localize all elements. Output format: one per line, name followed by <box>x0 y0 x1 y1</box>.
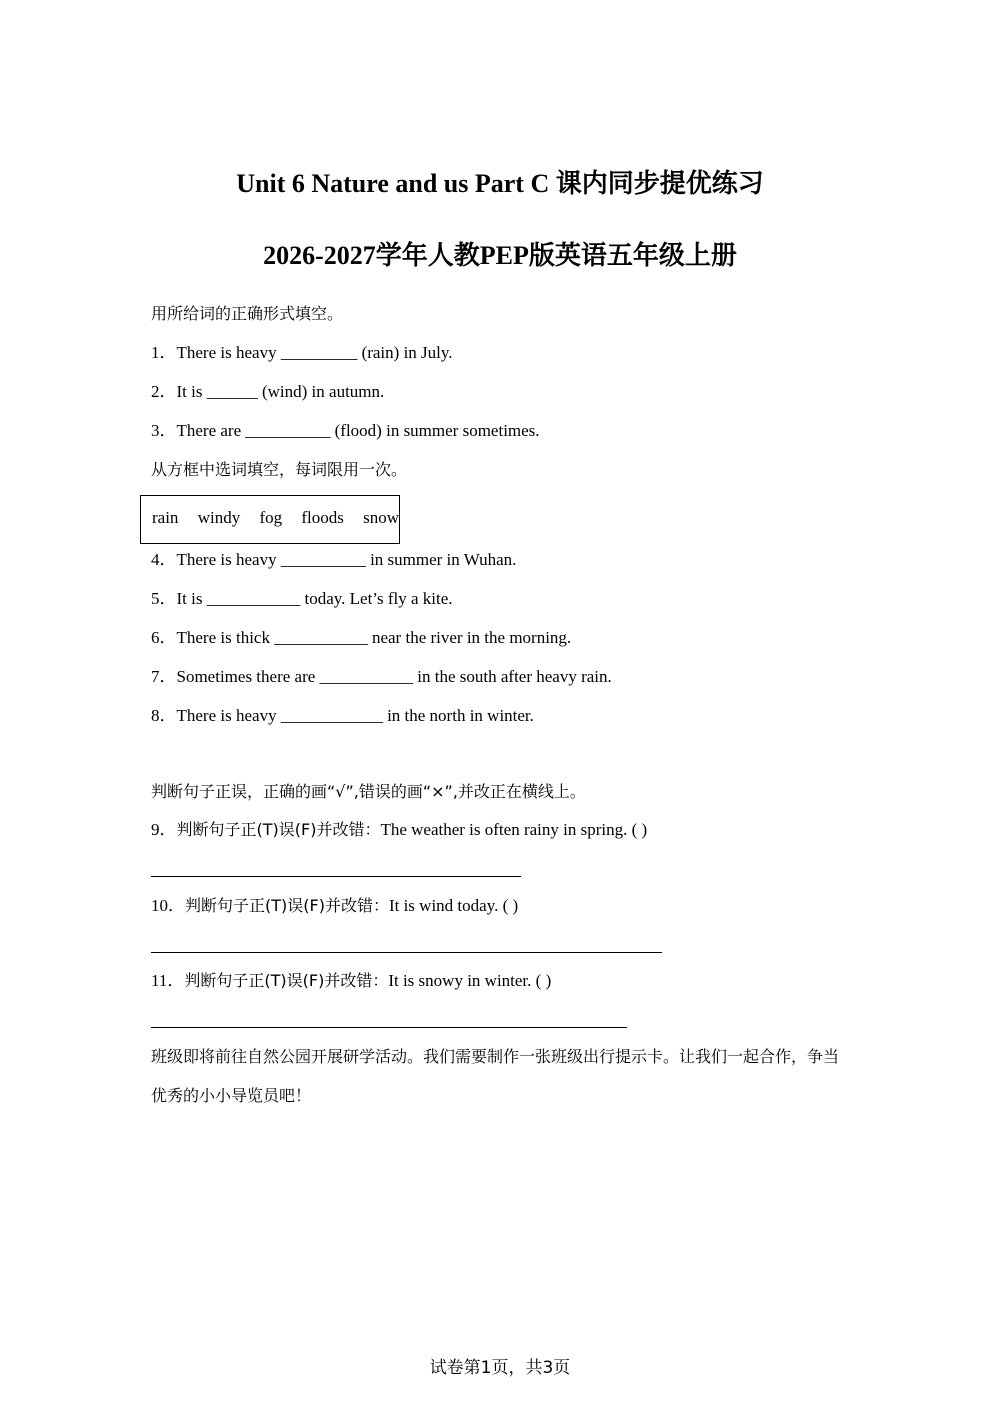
question-text: The weather is often rainy in spring. ( ) <box>380 820 648 839</box>
question-number: 8． <box>151 706 177 725</box>
question-text: It is snowy in winter. ( ) <box>388 971 552 990</box>
question-11 <box>151 969 551 993</box>
activity-paragraph: 班级即将前往自然公园开展研学活动。我们需要制作一张班级出行提示卡。让我们一起合作，争当优秀的小小导览员吧！ <box>151 1047 840 1105</box>
question-text: There is heavy ____________ in the north in winter. <box>176 706 534 725</box>
question-prefix: 判断句子正(T)误(F)并改错： <box>176 820 381 839</box>
question-1 <box>151 341 453 365</box>
question-text: There is thick ___________ near the river in the morning. <box>176 628 572 647</box>
page-footer: 试卷第1页，共3页 <box>429 1358 571 1378</box>
section1-instruction: 用所给词的正确形式填空。 <box>151 304 344 323</box>
question-6 <box>151 626 571 650</box>
question-text: It is wind today. ( ) <box>388 896 519 915</box>
question-5 <box>151 587 453 611</box>
question-text: It is ___________ today. Let’s fly a kite. <box>176 589 453 608</box>
question-3 <box>151 419 540 443</box>
question-number: 7． <box>151 667 177 686</box>
word-option: floods <box>301 508 344 527</box>
question-number: 3． <box>151 421 177 440</box>
question-10 <box>151 894 518 918</box>
question-text: There are __________ (flood) in summer sometimes. <box>176 421 540 440</box>
question-2 <box>151 380 384 404</box>
word-option: snow <box>363 508 400 527</box>
question-text: There is heavy __________ in summer in Wuhan. <box>176 550 517 569</box>
question-prefix: 判断句子正(T)误(F)并改错： <box>184 971 389 990</box>
section3-instruction: 判断句子正误，正确的画“√”,错误的画“×”,并改正在横线上。 <box>151 782 586 801</box>
document-title-line1: Unit 6 Nature and us Part C 课内同步提优练习 <box>236 169 764 198</box>
word-box <box>140 495 400 544</box>
answer-line[interactable] <box>151 952 662 953</box>
question-text: Sometimes there are ___________ in the south after heavy rain. <box>176 667 612 686</box>
question-number: 11． <box>151 971 185 990</box>
question-number: 10． <box>151 896 185 915</box>
question-4 <box>151 548 516 572</box>
question-number: 2． <box>151 382 177 401</box>
question-number: 9． <box>151 820 177 839</box>
answer-line[interactable] <box>151 876 521 877</box>
word-option: windy <box>197 508 241 527</box>
question-number: 4． <box>151 550 177 569</box>
question-text: It is ______ (wind) in autumn. <box>176 382 385 401</box>
word-option: rain <box>152 508 179 527</box>
answer-line[interactable] <box>151 1027 627 1028</box>
question-7 <box>151 665 612 689</box>
question-number: 5． <box>151 589 177 608</box>
question-9 <box>151 818 647 842</box>
document-title-line2: 2026-2027学年人教PEP版英语五年级上册 <box>263 241 737 270</box>
question-prefix: 判断句子正(T)误(F)并改错： <box>185 896 389 915</box>
section2-instruction: 从方框中选词填空，每词限用一次。 <box>151 460 408 479</box>
question-8 <box>151 704 534 728</box>
word-option: fog <box>259 508 283 527</box>
question-number: 6． <box>151 628 177 647</box>
question-number: 1． <box>151 343 177 362</box>
question-text: There is heavy _________ (rain) in July. <box>176 343 453 362</box>
